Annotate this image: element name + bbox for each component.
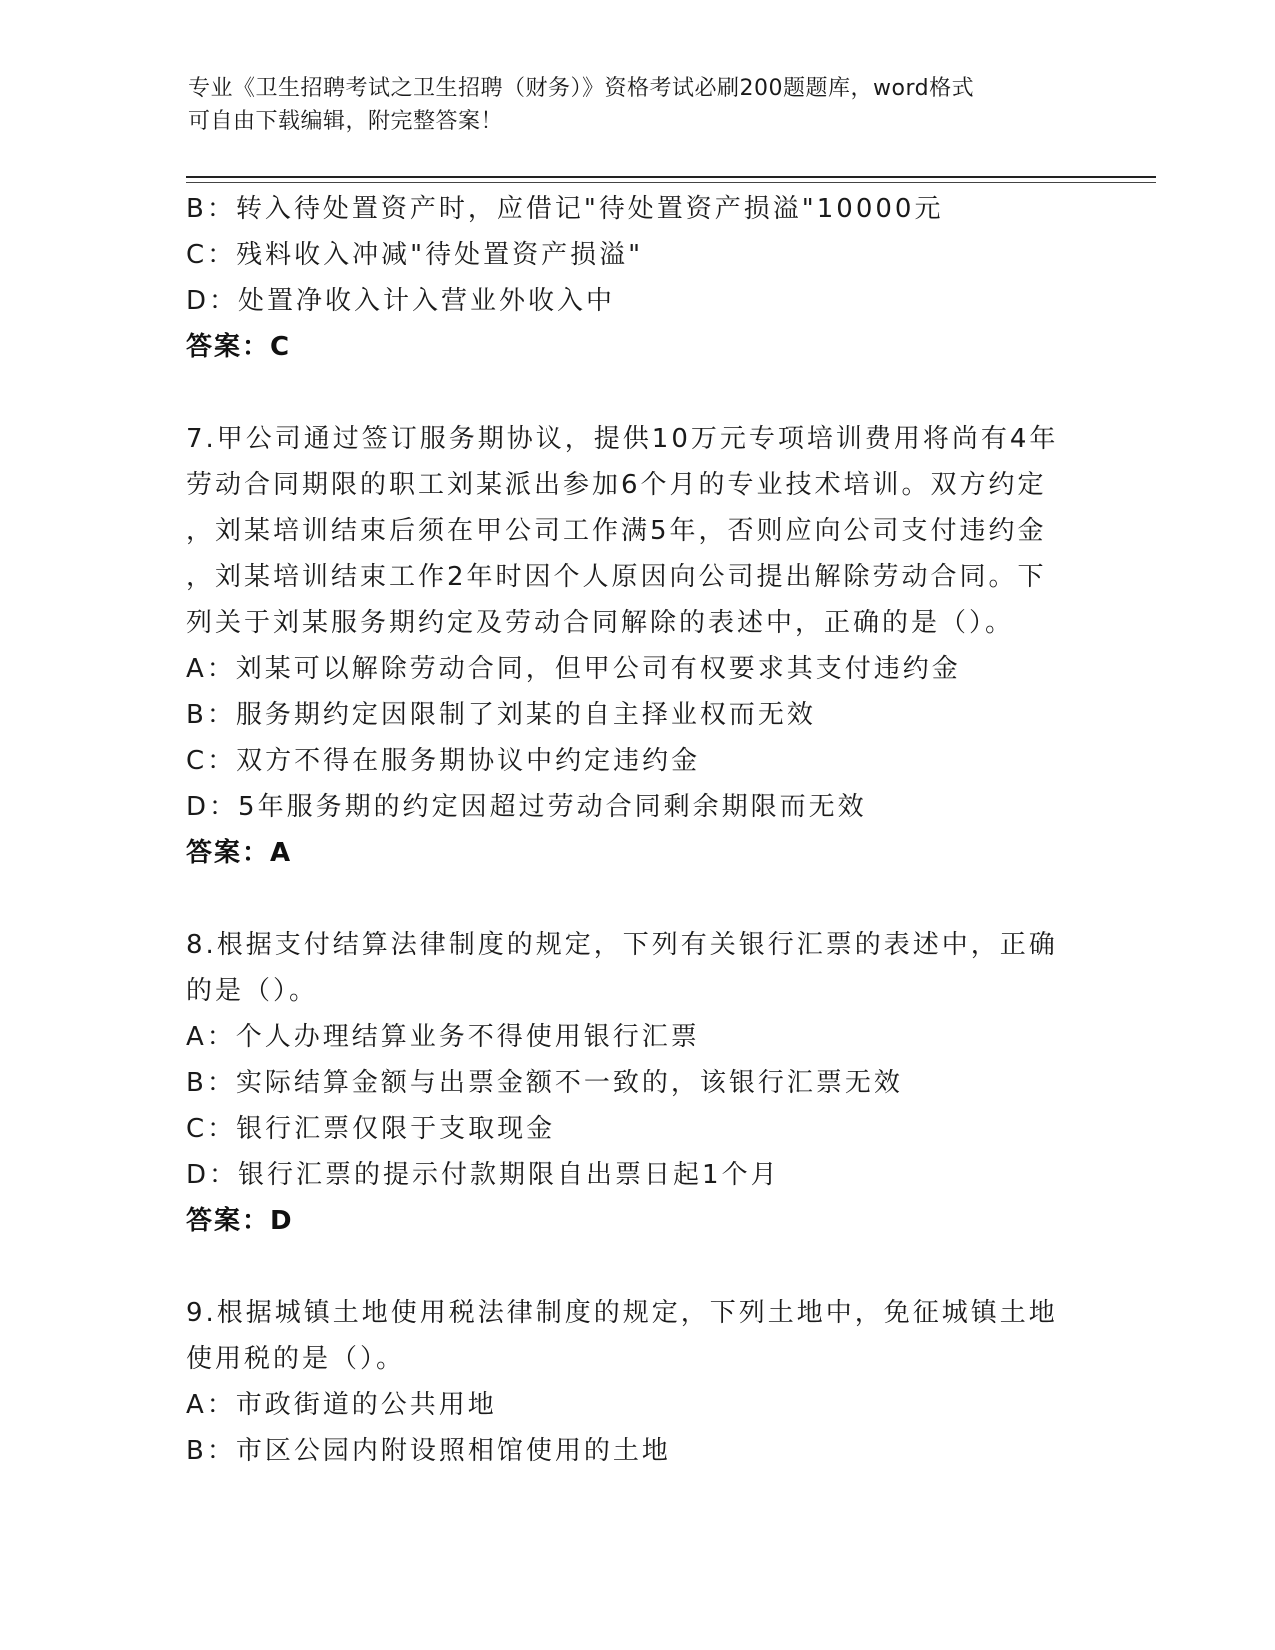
header-line-2: 可自由下载编辑，附完整答案！ [188,109,504,134]
question-block-7 [186,416,1086,876]
option-c: C：残料收入冲减"待处置资产损溢" [186,240,644,270]
option-d: D：银行汇票的提示付款期限自出票日起1个月 [186,1160,780,1190]
question-text-line: 使用税的是（）。 [186,1344,406,1374]
option-b: B：服务期约定因限制了刘某的自主择业权而无效 [186,700,816,730]
question-block-9 [186,1290,1086,1474]
option-a: A：刘某可以解除劳动合同，但甲公司有权要求其支付违约金 [186,654,961,684]
option-d: D：5年服务期的约定因超过劳动合同剩余期限而无效 [186,792,867,822]
question-text-line: 9.根据城镇土地使用税法律制度的规定，下列土地中，免征城镇土地 [186,1298,1058,1328]
page-header [188,72,1088,138]
question-text-line: 劳动合同期限的职工刘某派出参加6个月的专业技术培训。双方约定 [186,470,1047,500]
question-text-line: 7.甲公司通过签订服务期协议，提供10万元专项培训费用将尚有4年 [186,424,1059,454]
option-a: A：市政街道的公共用地 [186,1390,497,1420]
option-b: B：实际结算金额与出票金额不一致的，该银行汇票无效 [186,1068,903,1098]
question-block-8 [186,922,1086,1244]
question-text-line: 8.根据支付结算法律制度的规定，下列有关银行汇票的表述中，正确 [186,930,1058,960]
question-text-line: 的是（）。 [186,976,319,1006]
header-divider-thick [186,176,1156,178]
question-content [186,186,1086,1474]
header-line-1: 专业《卫生招聘考试之卫生招聘（财务）》资格考试必刷200题题库，word格式 [188,76,975,101]
answer-line: 答案：C [186,332,292,362]
question-text-line: ，刘某培训结束工作2年时因个人原因向公司提出解除劳动合同。下 [186,562,1047,592]
question-text-line: 列关于刘某服务期约定及劳动合同解除的表述中，正确的是（）。 [186,608,1015,638]
option-c: C：银行汇票仅限于支取现金 [186,1114,556,1144]
question-text-line: ，刘某培训结束后须在甲公司工作满5年，否则应向公司支付违约金 [186,516,1047,546]
option-b: B：市区公园内附设照相馆使用的土地 [186,1436,671,1466]
spacer [186,370,1086,416]
header-divider-thin [186,182,1156,183]
option-c: C：双方不得在服务期协议中约定违约金 [186,746,701,776]
answer-line: 答案：D [186,1206,294,1236]
option-a: A：个人办理结算业务不得使用银行汇票 [186,1022,700,1052]
answer-line: 答案：A [186,838,293,868]
option-b: B：转入待处置资产时，应借记"待处置资产损溢"10000元 [186,194,944,224]
spacer [186,1244,1086,1290]
question-block-prev [186,186,1086,370]
spacer [186,876,1086,922]
option-d: D：处置净收入计入营业外收入中 [186,286,616,316]
